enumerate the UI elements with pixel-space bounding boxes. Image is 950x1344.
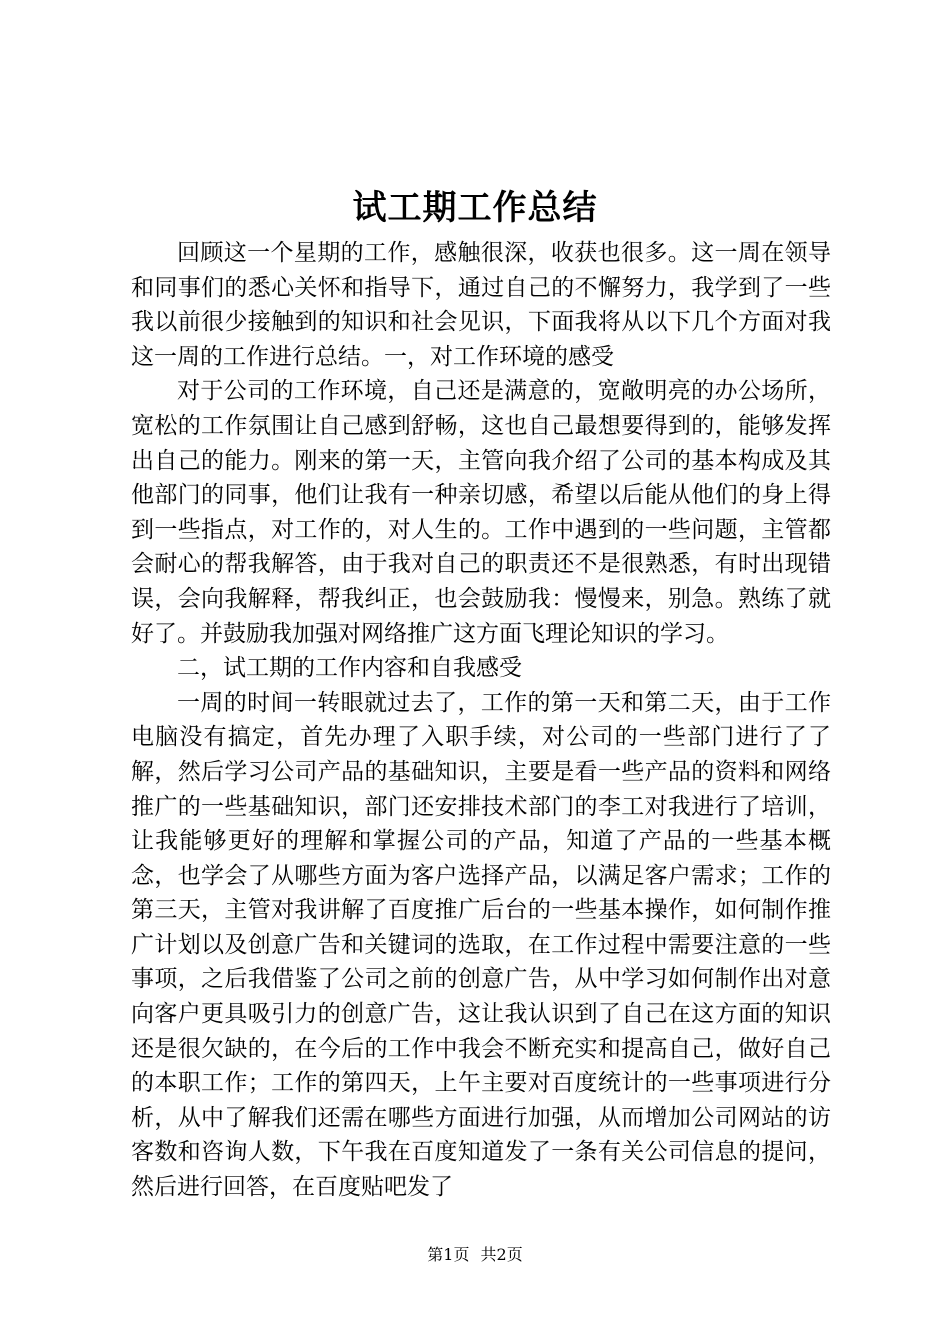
section-heading-work-content: 二，试工期的工作内容和自我感受 <box>177 655 522 682</box>
page-total: 共2页 <box>480 1245 523 1264</box>
document-body <box>131 236 831 1205</box>
paragraph-work-environment: 对于公司的工作环境，自己还是满意的，宽敞明亮的办公场所，宽松的工作氛围让自己感到舒畅，这也自己最想要得到的，能够发挥出自己的能力。刚来的第一天，主管向我介绍了公司的基本构成及其他部门的同事，他们让我有一种亲切感，希望以后能从他们的身上得到一些指点，对工作的，对人生的。工作中遇到的一些问题，主管都会耐心的帮我解答，由于我对自己的职责还不是很熟悉，有时出现错误，会向我解释，帮我纠正，也会鼓励我：慢慢来，别急。熟练了就好了。并鼓励我加强对网络推广这方面飞理论知识的学习。 <box>131 378 831 647</box>
page-number: 第1页 <box>427 1245 470 1264</box>
paragraph-work-content: 一周的时间一转眼就过去了，工作的第一天和第二天，由于工作电脑没有搞定，首先办理了入职手续，对公司的一些部门进行了了解，然后学习公司产品的基础知识，主要是看一些产品的资料和网络推广的一些基础知识，部门还安排技术部门的李工对我进行了培训，让我能够更好的理解和掌握公司的产品，知道了产品的一些基本概念，也学会了从哪些方面为客户选择产品，以满足客户需求；工作的第三天，主管对我讲解了百度推广后台的一些基本操作，如何制作推广计划以及创意广告和关键词的选取，在工作过程中需要注意的一些事项，之后我借鉴了公司之前的创意广告，从中学习如何制作出对意向客户更具吸引力的创意广告，这让我认识到了自己在这方面的知识还是很欠缺的，在今后的工作中我会不断充实和提高自己，做好自己的本职工作；工作的第四天，上午主要对百度统计的一些事项进行分析，从中了解我们还需在哪些方面进行加强，从而增加公司网站的访客数和咨询人数，下午我在百度知道发了一条有关公司信息的提问，然后进行回答，在百度贴吧发了 <box>131 689 831 1201</box>
paragraph-intro: 回顾这一个星期的工作，感触很深，收获也很多。这一周在领导和同事们的悉心关怀和指导下，通过自己的不懈努力，我学到了一些我以前很少接触到的知识和社会见识，下面我将从以下几个方面对我这一周的工作进行总结。一，对工作环境的感受 <box>131 240 831 370</box>
document-title: 试工期工作总结 <box>352 188 598 228</box>
page-footer <box>0 1244 950 1266</box>
